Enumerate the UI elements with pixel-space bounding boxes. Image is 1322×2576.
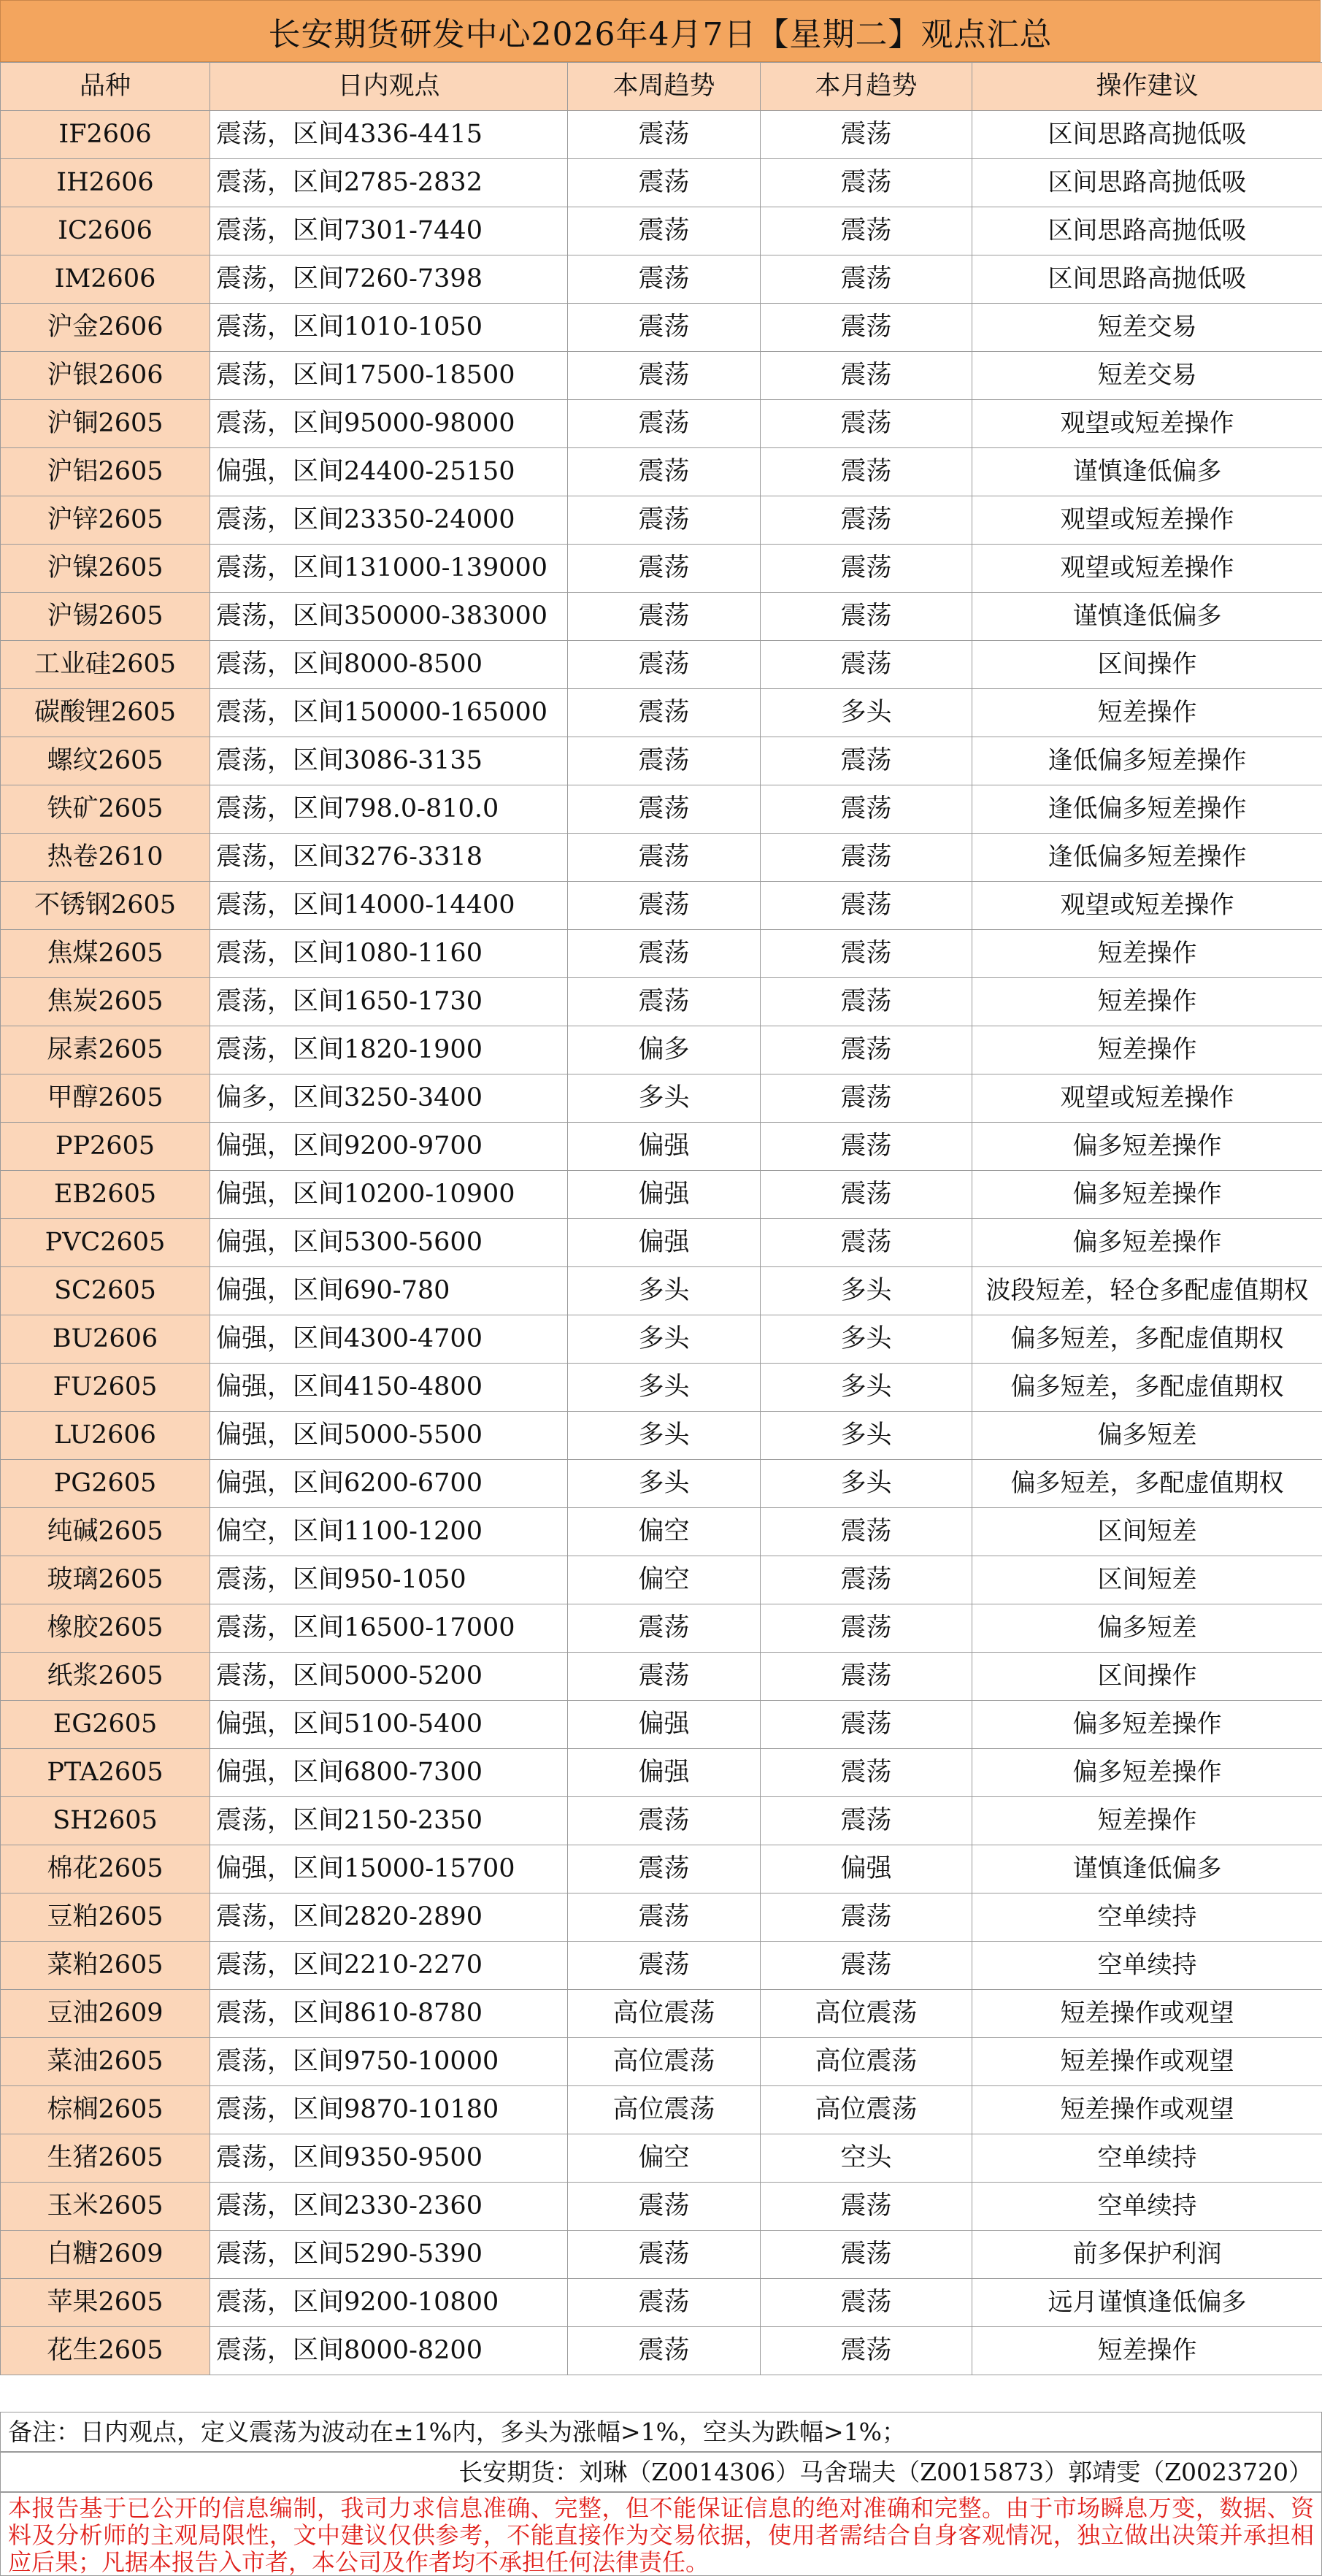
week-trend-cell: 偏空: [568, 2134, 761, 2183]
month-trend-cell: 震荡: [761, 2183, 972, 2231]
advice-cell: 区间操作: [972, 641, 1322, 689]
week-trend-cell: 多头: [568, 1315, 761, 1364]
week-trend-cell: 偏空: [568, 1508, 761, 1556]
week-trend-cell: 震荡: [568, 1845, 761, 1893]
week-trend-cell: 高位震荡: [568, 2086, 761, 2134]
week-trend-cell: 震荡: [568, 2231, 761, 2279]
week-trend-cell: 震荡: [568, 1653, 761, 1701]
symbol-cell: 苹果2605: [1, 2279, 210, 2327]
symbol-cell: 沪锡2605: [1, 593, 210, 641]
week-trend-cell: 震荡: [568, 159, 761, 207]
week-trend-cell: 震荡: [568, 2279, 761, 2327]
symbol-cell: PVC2605: [1, 1219, 210, 1267]
table-row: [1, 1749, 1322, 1797]
symbol-cell: 花生2605: [1, 2327, 210, 2375]
symbol-cell: IF2606: [1, 111, 210, 159]
intraday-view-cell: 震荡，区间8000-8500: [210, 641, 568, 689]
remark-note: 备注：日内观点，定义震荡为波动在±1%内，多头为涨幅>1%，空头为跌幅>1%；: [0, 2412, 1322, 2452]
table-row: [1, 1845, 1322, 1893]
symbol-cell: BU2606: [1, 1315, 210, 1364]
header-month-trend: 本月趋势: [761, 63, 972, 111]
week-trend-cell: 偏强: [568, 1701, 761, 1749]
symbol-cell: LU2606: [1, 1412, 210, 1460]
month-trend-cell: 震荡: [761, 1893, 972, 1942]
table-row: [1, 1074, 1322, 1123]
intraday-view-cell: 震荡，区间1650-1730: [210, 978, 568, 1026]
month-trend-cell: 高位震荡: [761, 2038, 972, 2086]
month-trend-cell: 震荡: [761, 1219, 972, 1267]
week-trend-cell: 偏强: [568, 1219, 761, 1267]
week-trend-cell: 多头: [568, 1074, 761, 1123]
month-trend-cell: 震荡: [761, 882, 972, 930]
header-week-trend: 本周趋势: [568, 63, 761, 111]
table-row: [1, 1219, 1322, 1267]
table-row: [1, 1990, 1322, 2038]
week-trend-cell: 震荡: [568, 496, 761, 545]
symbol-cell: 沪银2606: [1, 352, 210, 400]
intraday-view-cell: 震荡，区间1010-1050: [210, 304, 568, 352]
symbol-cell: EG2605: [1, 1701, 210, 1749]
advice-cell: 空单续持: [972, 2183, 1322, 2231]
advice-cell: 短差操作或观望: [972, 2086, 1322, 2134]
symbol-cell: 不锈钢2605: [1, 882, 210, 930]
advice-cell: 短差交易: [972, 304, 1322, 352]
month-trend-cell: 震荡: [761, 1508, 972, 1556]
advice-cell: 短差操作: [972, 1797, 1322, 1845]
symbol-cell: IC2606: [1, 207, 210, 255]
month-trend-cell: 震荡: [761, 593, 972, 641]
advice-cell: 远月谨慎逢低偏多: [972, 2279, 1322, 2327]
advice-cell: 短差操作或观望: [972, 2038, 1322, 2086]
symbol-cell: 铁矿2605: [1, 785, 210, 834]
header-symbol: 品种: [1, 63, 210, 111]
advice-cell: 区间短差: [972, 1556, 1322, 1604]
month-trend-cell: 震荡: [761, 1942, 972, 1990]
intraday-view-cell: 震荡，区间2150-2350: [210, 1797, 568, 1845]
table-row: [1, 930, 1322, 978]
advice-cell: 空单续持: [972, 1893, 1322, 1942]
symbol-cell: 沪铝2605: [1, 448, 210, 496]
header-row: [1, 63, 1322, 111]
week-trend-cell: 震荡: [568, 2183, 761, 2231]
symbol-cell: 菜粕2605: [1, 1942, 210, 1990]
week-trend-cell: 高位震荡: [568, 1990, 761, 2038]
symbol-cell: 菜油2605: [1, 2038, 210, 2086]
intraday-view-cell: 震荡，区间95000-98000: [210, 400, 568, 448]
advice-cell: 空单续持: [972, 2134, 1322, 2183]
table-row: [1, 2086, 1322, 2134]
week-trend-cell: 震荡: [568, 737, 761, 785]
week-trend-cell: 多头: [568, 1267, 761, 1315]
table-row: [1, 304, 1322, 352]
symbol-cell: 碳酸锂2605: [1, 689, 210, 737]
symbol-cell: PTA2605: [1, 1749, 210, 1797]
month-trend-cell: 多头: [761, 1364, 972, 1412]
intraday-view-cell: 偏多，区间3250-3400: [210, 1074, 568, 1123]
week-trend-cell: 震荡: [568, 1893, 761, 1942]
week-trend-cell: 震荡: [568, 785, 761, 834]
table-row: [1, 1556, 1322, 1604]
week-trend-cell: 多头: [568, 1364, 761, 1412]
intraday-view-cell: 震荡，区间8610-8780: [210, 1990, 568, 2038]
intraday-view-cell: 震荡，区间2785-2832: [210, 159, 568, 207]
table-row: [1, 545, 1322, 593]
advice-cell: 区间思路高抛低吸: [972, 255, 1322, 304]
week-trend-cell: 偏强: [568, 1171, 761, 1219]
week-trend-cell: 震荡: [568, 111, 761, 159]
table-row: [1, 1364, 1322, 1412]
symbol-cell: IH2606: [1, 159, 210, 207]
symbol-cell: 纯碱2605: [1, 1508, 210, 1556]
advice-cell: 偏多短差操作: [972, 1123, 1322, 1171]
advice-cell: 区间思路高抛低吸: [972, 111, 1322, 159]
advice-cell: 短差操作或观望: [972, 1990, 1322, 2038]
month-trend-cell: 震荡: [761, 1074, 972, 1123]
advice-cell: 逢低偏多短差操作: [972, 834, 1322, 882]
intraday-view-cell: 震荡，区间798.0-810.0: [210, 785, 568, 834]
month-trend-cell: 多头: [761, 1315, 972, 1364]
intraday-view-cell: 震荡，区间7301-7440: [210, 207, 568, 255]
intraday-view-cell: 震荡，区间150000-165000: [210, 689, 568, 737]
month-trend-cell: 震荡: [761, 1026, 972, 1074]
table-row: [1, 1942, 1322, 1990]
week-trend-cell: 震荡: [568, 641, 761, 689]
advice-cell: 短差操作: [972, 930, 1322, 978]
advice-cell: 短差操作: [972, 978, 1322, 1026]
table-row: [1, 2038, 1322, 2086]
table-row: [1, 1460, 1322, 1508]
intraday-view-cell: 震荡，区间23350-24000: [210, 496, 568, 545]
symbol-cell: SC2605: [1, 1267, 210, 1315]
advice-cell: 观望或短差操作: [972, 400, 1322, 448]
intraday-view-cell: 偏强，区间10200-10900: [210, 1171, 568, 1219]
month-trend-cell: 震荡: [761, 159, 972, 207]
month-trend-cell: 震荡: [761, 737, 972, 785]
table-row: [1, 785, 1322, 834]
week-trend-cell: 震荡: [568, 593, 761, 641]
table-row: [1, 1267, 1322, 1315]
symbol-cell: 豆粕2605: [1, 1893, 210, 1942]
month-trend-cell: 震荡: [761, 255, 972, 304]
intraday-view-cell: 偏强，区间5100-5400: [210, 1701, 568, 1749]
month-trend-cell: 震荡: [761, 207, 972, 255]
symbol-cell: 生猪2605: [1, 2134, 210, 2183]
month-trend-cell: 震荡: [761, 1797, 972, 1845]
advice-cell: 偏多短差操作: [972, 1701, 1322, 1749]
intraday-view-cell: 震荡，区间9750-10000: [210, 2038, 568, 2086]
symbol-cell: 焦炭2605: [1, 978, 210, 1026]
advice-cell: 波段短差，轻仓多配虚值期权: [972, 1267, 1322, 1315]
symbol-cell: 纸浆2605: [1, 1653, 210, 1701]
week-trend-cell: 震荡: [568, 207, 761, 255]
month-trend-cell: 震荡: [761, 834, 972, 882]
intraday-view-cell: 震荡，区间350000-383000: [210, 593, 568, 641]
week-trend-cell: 震荡: [568, 304, 761, 352]
week-trend-cell: 震荡: [568, 1797, 761, 1845]
month-trend-cell: 震荡: [761, 1653, 972, 1701]
month-trend-cell: 多头: [761, 1460, 972, 1508]
month-trend-cell: 震荡: [761, 448, 972, 496]
views-table: [0, 62, 1322, 2375]
advice-cell: 观望或短差操作: [972, 545, 1322, 593]
intraday-view-cell: 震荡，区间2330-2360: [210, 2183, 568, 2231]
table-row: [1, 1604, 1322, 1653]
advice-cell: 偏多短差操作: [972, 1749, 1322, 1797]
week-trend-cell: 偏强: [568, 1123, 761, 1171]
week-trend-cell: 高位震荡: [568, 2038, 761, 2086]
symbol-cell: 螺纹2605: [1, 737, 210, 785]
month-trend-cell: 震荡: [761, 1604, 972, 1653]
intraday-view-cell: 偏强，区间6200-6700: [210, 1460, 568, 1508]
intraday-view-cell: 偏强，区间5300-5600: [210, 1219, 568, 1267]
table-row: [1, 1315, 1322, 1364]
disclaimer-text: 本报告基于已公开的信息编制，我司力求信息准确、完整，但不能保证信息的绝对准确和完整。由于市场瞬息万变，数据、资料及分析师的主观局限性，文中建议仅供参考，不能直接作为交易依据，使用者需结合自身客观情况，独立做出决策并承担相应后果；凡据本报告入市者，本公司及作者均不承担任何法律责任。: [0, 2492, 1322, 2576]
intraday-view-cell: 偏强，区间4150-4800: [210, 1364, 568, 1412]
symbol-cell: 沪镍2605: [1, 545, 210, 593]
table-row: [1, 1653, 1322, 1701]
week-trend-cell: 震荡: [568, 882, 761, 930]
table-row: [1, 1171, 1322, 1219]
week-trend-cell: 震荡: [568, 978, 761, 1026]
month-trend-cell: 多头: [761, 1267, 972, 1315]
month-trend-cell: 震荡: [761, 2327, 972, 2375]
symbol-cell: FU2605: [1, 1364, 210, 1412]
table-row: [1, 978, 1322, 1026]
advice-cell: 短差交易: [972, 352, 1322, 400]
table-body: [1, 111, 1322, 2375]
advice-cell: 前多保护利润: [972, 2231, 1322, 2279]
advice-cell: 区间短差: [972, 1508, 1322, 1556]
week-trend-cell: 偏多: [568, 1026, 761, 1074]
month-trend-cell: 震荡: [761, 978, 972, 1026]
intraday-view-cell: 震荡，区间131000-139000: [210, 545, 568, 593]
month-trend-cell: 震荡: [761, 400, 972, 448]
symbol-cell: PG2605: [1, 1460, 210, 1508]
intraday-view-cell: 震荡，区间3276-3318: [210, 834, 568, 882]
symbol-cell: 白糖2609: [1, 2231, 210, 2279]
intraday-view-cell: 震荡，区间9870-10180: [210, 2086, 568, 2134]
advice-cell: 观望或短差操作: [972, 1074, 1322, 1123]
advice-cell: 短差操作: [972, 1026, 1322, 1074]
advice-cell: 区间操作: [972, 1653, 1322, 1701]
intraday-view-cell: 震荡，区间9350-9500: [210, 2134, 568, 2183]
week-trend-cell: 震荡: [568, 834, 761, 882]
symbol-cell: 棕榈2605: [1, 2086, 210, 2134]
week-trend-cell: 震荡: [568, 1604, 761, 1653]
symbol-cell: 沪锌2605: [1, 496, 210, 545]
intraday-view-cell: 震荡，区间1820-1900: [210, 1026, 568, 1074]
symbol-cell: 玻璃2605: [1, 1556, 210, 1604]
symbol-cell: PP2605: [1, 1123, 210, 1171]
month-trend-cell: 震荡: [761, 1123, 972, 1171]
intraday-view-cell: 震荡，区间1080-1160: [210, 930, 568, 978]
intraday-view-cell: 震荡，区间950-1050: [210, 1556, 568, 1604]
symbol-cell: 尿素2605: [1, 1026, 210, 1074]
intraday-view-cell: 震荡，区间17500-18500: [210, 352, 568, 400]
intraday-view-cell: 震荡，区间9200-10800: [210, 2279, 568, 2327]
month-trend-cell: 震荡: [761, 111, 972, 159]
table-row: [1, 882, 1322, 930]
intraday-view-cell: 偏强，区间24400-25150: [210, 448, 568, 496]
advice-cell: 谨慎逢低偏多: [972, 1845, 1322, 1893]
table-row: [1, 111, 1322, 159]
table-row: [1, 1026, 1322, 1074]
advice-cell: 偏多短差操作: [972, 1171, 1322, 1219]
symbol-cell: 豆油2609: [1, 1990, 210, 2038]
table-row: [1, 2231, 1322, 2279]
month-trend-cell: 震荡: [761, 930, 972, 978]
table-row: [1, 2134, 1322, 2183]
table-row: [1, 448, 1322, 496]
month-trend-cell: 震荡: [761, 2279, 972, 2327]
table-row: [1, 2327, 1322, 2375]
month-trend-cell: 震荡: [761, 2231, 972, 2279]
symbol-cell: EB2605: [1, 1171, 210, 1219]
intraday-view-cell: 偏强，区间5000-5500: [210, 1412, 568, 1460]
intraday-view-cell: 震荡，区间5290-5390: [210, 2231, 568, 2279]
advice-cell: 观望或短差操作: [972, 496, 1322, 545]
advice-cell: 偏多短差，多配虚值期权: [972, 1364, 1322, 1412]
table-row: [1, 496, 1322, 545]
month-trend-cell: 震荡: [761, 496, 972, 545]
symbol-cell: 焦煤2605: [1, 930, 210, 978]
table-row: [1, 352, 1322, 400]
symbol-cell: 沪铜2605: [1, 400, 210, 448]
symbol-cell: 甲醇2605: [1, 1074, 210, 1123]
month-trend-cell: 震荡: [761, 641, 972, 689]
month-trend-cell: 震荡: [761, 1749, 972, 1797]
week-trend-cell: 震荡: [568, 2327, 761, 2375]
month-trend-cell: 高位震荡: [761, 1990, 972, 2038]
table-row: [1, 1893, 1322, 1942]
symbol-cell: IM2606: [1, 255, 210, 304]
intraday-view-cell: 震荡，区间8000-8200: [210, 2327, 568, 2375]
intraday-view-cell: 震荡，区间4336-4415: [210, 111, 568, 159]
intraday-view-cell: 震荡，区间7260-7398: [210, 255, 568, 304]
advice-cell: 短差操作: [972, 2327, 1322, 2375]
week-trend-cell: 震荡: [568, 352, 761, 400]
advice-cell: 区间思路高抛低吸: [972, 207, 1322, 255]
authors-line: 长安期货：刘琳（Z0014306）马舍瑞夫（Z0015873）郭靖雯（Z0023720）: [0, 2452, 1322, 2492]
table-row: [1, 737, 1322, 785]
month-trend-cell: 震荡: [761, 304, 972, 352]
week-trend-cell: 震荡: [568, 1942, 761, 1990]
week-trend-cell: 震荡: [568, 255, 761, 304]
week-trend-cell: 震荡: [568, 448, 761, 496]
intraday-view-cell: 偏空，区间1100-1200: [210, 1508, 568, 1556]
advice-cell: 短差操作: [972, 689, 1322, 737]
month-trend-cell: 高位震荡: [761, 2086, 972, 2134]
table-row: [1, 834, 1322, 882]
advice-cell: 空单续持: [972, 1942, 1322, 1990]
table-row: [1, 1123, 1322, 1171]
symbol-cell: 玉米2605: [1, 2183, 210, 2231]
week-trend-cell: 偏空: [568, 1556, 761, 1604]
advice-cell: 逢低偏多短差操作: [972, 785, 1322, 834]
intraday-view-cell: 偏强，区间690-780: [210, 1267, 568, 1315]
intraday-view-cell: 震荡，区间16500-17000: [210, 1604, 568, 1653]
table-row: [1, 2279, 1322, 2327]
month-trend-cell: 震荡: [761, 545, 972, 593]
table-row: [1, 1701, 1322, 1749]
month-trend-cell: 空头: [761, 2134, 972, 2183]
month-trend-cell: 震荡: [761, 1171, 972, 1219]
month-trend-cell: 多头: [761, 1412, 972, 1460]
month-trend-cell: 震荡: [761, 352, 972, 400]
table-row: [1, 255, 1322, 304]
intraday-view-cell: 偏强，区间15000-15700: [210, 1845, 568, 1893]
week-trend-cell: 震荡: [568, 545, 761, 593]
table-row: [1, 207, 1322, 255]
advice-cell: 谨慎逢低偏多: [972, 593, 1322, 641]
week-trend-cell: 多头: [568, 1460, 761, 1508]
advice-cell: 偏多短差，多配虚值期权: [972, 1460, 1322, 1508]
table-row: [1, 1797, 1322, 1845]
advice-cell: 谨慎逢低偏多: [972, 448, 1322, 496]
intraday-view-cell: 偏强，区间4300-4700: [210, 1315, 568, 1364]
symbol-cell: 橡胶2605: [1, 1604, 210, 1653]
table-row: [1, 593, 1322, 641]
table-row: [1, 2183, 1322, 2231]
intraday-view-cell: 偏强，区间6800-7300: [210, 1749, 568, 1797]
intraday-view-cell: 震荡，区间2210-2270: [210, 1942, 568, 1990]
advice-cell: 偏多短差: [972, 1412, 1322, 1460]
table-row: [1, 1412, 1322, 1460]
table-row: [1, 689, 1322, 737]
table-row: [1, 159, 1322, 207]
advice-cell: 偏多短差: [972, 1604, 1322, 1653]
advice-cell: 逢低偏多短差操作: [972, 737, 1322, 785]
report-title: 长安期货研发中心2026年4月7日【星期二】观点汇总: [0, 0, 1321, 62]
intraday-view-cell: 震荡，区间14000-14400: [210, 882, 568, 930]
week-trend-cell: 偏强: [568, 1749, 761, 1797]
symbol-cell: SH2605: [1, 1797, 210, 1845]
intraday-view-cell: 震荡，区间2820-2890: [210, 1893, 568, 1942]
table-row: [1, 400, 1322, 448]
symbol-cell: 热卷2610: [1, 834, 210, 882]
week-trend-cell: 震荡: [568, 930, 761, 978]
advice-cell: 观望或短差操作: [972, 882, 1322, 930]
advice-cell: 偏多短差，多配虚值期权: [972, 1315, 1322, 1364]
week-trend-cell: 震荡: [568, 400, 761, 448]
table-row: [1, 1508, 1322, 1556]
month-trend-cell: 震荡: [761, 1556, 972, 1604]
intraday-view-cell: 偏强，区间9200-9700: [210, 1123, 568, 1171]
week-trend-cell: 震荡: [568, 689, 761, 737]
month-trend-cell: 震荡: [761, 1701, 972, 1749]
month-trend-cell: 多头: [761, 689, 972, 737]
advice-cell: 偏多短差操作: [972, 1219, 1322, 1267]
intraday-view-cell: 震荡，区间5000-5200: [210, 1653, 568, 1701]
symbol-cell: 工业硅2605: [1, 641, 210, 689]
advice-cell: 区间思路高抛低吸: [972, 159, 1322, 207]
week-trend-cell: 多头: [568, 1412, 761, 1460]
header-advice: 操作建议: [972, 63, 1322, 111]
header-intraday: 日内观点: [210, 63, 568, 111]
intraday-view-cell: 震荡，区间3086-3135: [210, 737, 568, 785]
symbol-cell: 沪金2606: [1, 304, 210, 352]
month-trend-cell: 震荡: [761, 785, 972, 834]
symbol-cell: 棉花2605: [1, 1845, 210, 1893]
table-row: [1, 641, 1322, 689]
month-trend-cell: 偏强: [761, 1845, 972, 1893]
